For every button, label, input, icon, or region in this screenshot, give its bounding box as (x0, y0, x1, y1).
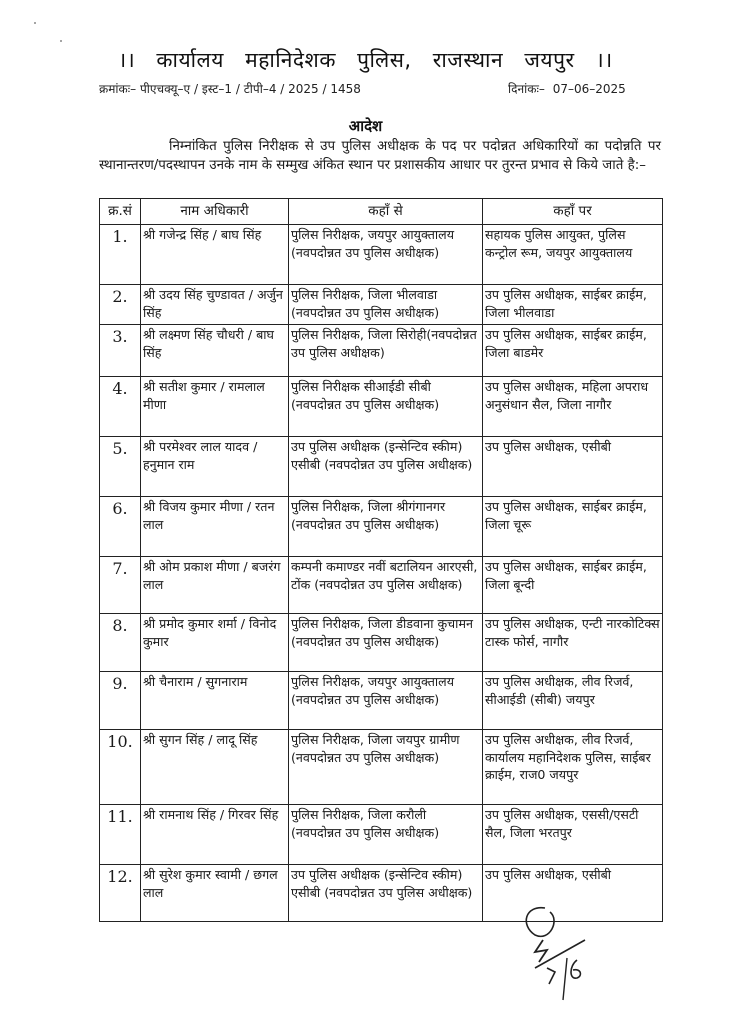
to-cell: उप पुलिस अधीक्षक, एन्टी नारकोटिक्स टास्क फोर्स, नागौर (483, 614, 663, 672)
table-row (100, 672, 663, 730)
officer-name-cell: श्री सतीश कुमार / रामलाल मीणा (141, 377, 289, 437)
to-cell: उप पुलिस अधीक्षक, एसीबी (483, 865, 663, 922)
from-cell: पुलिस निरीक्षक, जिला श्रीगंगानगर (नवपदोन्नत उप पुलिस अधीक्षक) (289, 497, 483, 557)
order-preamble (99, 137, 661, 175)
serial-cell: 8. (100, 614, 141, 672)
to-cell: उप पुलिस अधीक्षक, साईबर क्राईम, जिला बून्दी (483, 557, 663, 614)
column-header-officer-name: नाम अधिकारी (141, 199, 289, 225)
from-cell: पुलिस निरीक्षक, जिला करौली (नवपदोन्नत उप पुलिस अधीक्षक) (289, 805, 483, 865)
to-cell: उप पुलिस अधीक्षक, साईबर क्राईम, जिला बाडमेर (483, 325, 663, 377)
from-cell: पुलिस निरीक्षक, जिला डीडवाना कुचामन (नवपदोन्नत उप पुलिस अधीक्षक) (289, 614, 483, 672)
serial-cell: 7. (100, 557, 141, 614)
serial-cell: 2. (100, 285, 141, 325)
column-header-from: कहाँ से (289, 199, 483, 225)
column-header-serial: क्र.सं (100, 199, 141, 225)
officer-name-cell: श्री सुगन सिंह / लादू सिंह (141, 730, 289, 805)
to-cell: उप पुलिस अधीक्षक, साईबर क्राईम, जिला चूरू (483, 497, 663, 557)
table-row (100, 325, 663, 377)
table-row (100, 285, 663, 325)
to-cell: उप पुलिस अधीक्षक, एससी/एसटी सैल, जिला भरतपुर (483, 805, 663, 865)
transfer-orders-table (99, 198, 663, 922)
serial-cell: 5. (100, 437, 141, 497)
order-date: दिनांकः– 07–06–2025 (508, 82, 626, 96)
reference-number: क्रमांकः– पीएचक्यू–ए / इस्ट–1 / टीपी–4 / 2025 / 1458 (99, 82, 361, 96)
officer-name-cell: श्री विजय कुमार मीणा / रतन लाल (141, 497, 289, 557)
officer-name-cell: श्री गजेन्द्र सिंह / बाघ सिंह (141, 225, 289, 285)
table-row (100, 730, 663, 805)
officer-name-cell: श्री सुरेश कुमार स्वामी / छगल लाल (141, 865, 289, 922)
to-cell: उप पुलिस अधीक्षक, साईबर क्राईम, जिला भीलवाडा (483, 285, 663, 325)
from-cell: उप पुलिस अधीक्षक (इन्सेन्टिव स्कीम) एसीबी (नवपदोन्नत उप पुलिस अधीक्षक) (289, 437, 483, 497)
scan-speck (34, 22, 36, 24)
officer-name-cell: श्री रामनाथ सिंह / गिरवर सिंह (141, 805, 289, 865)
to-cell: उप पुलिस अधीक्षक, लीव रिजर्व, सीआईडी (सीबी) जयपुर (483, 672, 663, 730)
from-cell: पुलिस निरीक्षक, जयपुर आयुक्तालय (नवपदोन्नत उप पुलिस अधीक्षक) (289, 225, 483, 285)
from-cell: पुलिस निरीक्षक, जिला सिरोही(नवपदोन्नत उप पुलिस अधीक्षक) (289, 325, 483, 377)
serial-cell: 11. (100, 805, 141, 865)
table-row (100, 225, 663, 285)
handwritten-signature-icon (505, 900, 615, 1010)
officer-name-cell: श्री लक्ष्मण सिंह चौधरी / बाघ सिंह (141, 325, 289, 377)
officer-name-cell: श्री चैनाराम / सुगनाराम (141, 672, 289, 730)
serial-cell: 12. (100, 865, 141, 922)
officer-name-cell: श्री ओम प्रकाश मीणा / बजरंग लाल (141, 557, 289, 614)
table-row (100, 614, 663, 672)
serial-cell: 10. (100, 730, 141, 805)
from-cell: पुलिस निरीक्षक, जयपुर आयुक्तालय (नवपदोन्नत उप पुलिस अधीक्षक) (289, 672, 483, 730)
table-header-row (100, 199, 663, 225)
table-row (100, 437, 663, 497)
officer-name-cell: श्री प्रमोद कुमार शर्मा / विनोद कुमार (141, 614, 289, 672)
to-cell: सहायक पुलिस आयुक्त, पुलिस कन्ट्रोल रूम, जयपुर आयुक्तालय (483, 225, 663, 285)
table-row (100, 557, 663, 614)
to-cell: उप पुलिस अधीक्षक, लीव रिजर्व, कार्यालय महानिदेशक पुलिस, साईबर क्राईम, राज0 जयपुर (483, 730, 663, 805)
table-row (100, 497, 663, 557)
officer-name-cell: श्री परमेश्वर लाल यादव / हनुमान राम (141, 437, 289, 497)
table-row (100, 377, 663, 437)
serial-cell: 6. (100, 497, 141, 557)
from-cell: पुलिस निरीक्षक सीआईडी सीबी (नवपदोन्नत उप पुलिस अधीक्षक) (289, 377, 483, 437)
table-row (100, 805, 663, 865)
officer-name-cell: श्री उदय सिंह चुण्डावत / अर्जुन सिंह (141, 285, 289, 325)
serial-cell: 3. (100, 325, 141, 377)
serial-cell: 9. (100, 672, 141, 730)
column-header-to: कहाँ पर (483, 199, 663, 225)
from-cell: कम्पनी कमाण्डर नवीं बटालियन आरएसी, टोंक (नवपदोन्नत उप पुलिस अधीक्षक) (289, 557, 483, 614)
office-title: ।। कार्यालय महानिदेशक पुलिस, राजस्थान जयपुर ।। (118, 48, 613, 72)
serial-cell: 1. (100, 225, 141, 285)
from-cell: पुलिस निरीक्षक, जिला जयपुर ग्रामीण (नवपदोन्नत उप पुलिस अधीक्षक) (289, 730, 483, 805)
from-cell: उप पुलिस अधीक्षक (इन्सेन्टिव स्कीम) एसीबी (नवपदोन्नत उप पुलिस अधीक्षक) (289, 865, 483, 922)
serial-cell: 4. (100, 377, 141, 437)
order-heading: आदेश (348, 117, 383, 135)
preamble-text: निम्नांकित पुलिस निरीक्षक से उप पुलिस अधीक्षक के पद पर पदोन्नत अधिकारियों का पदोन्नति पर स्थानान्तरण/पदस्थापन उनके नाम के सम्मुख अंकित स्थान पर प्रशासकीय आधार पर तुरन्त प्रभाव से किये जाते है:– (99, 139, 661, 173)
to-cell: उप पुलिस अधीक्षक, महिला अपराध अनुसंधान सैल, जिला नागौर (483, 377, 663, 437)
scan-speck (60, 40, 62, 42)
to-cell: उप पुलिस अधीक्षक, एसीबी (483, 437, 663, 497)
from-cell: पुलिस निरीक्षक, जिला भीलवाडा (नवपदोन्नत उप पुलिस अधीक्षक) (289, 285, 483, 325)
